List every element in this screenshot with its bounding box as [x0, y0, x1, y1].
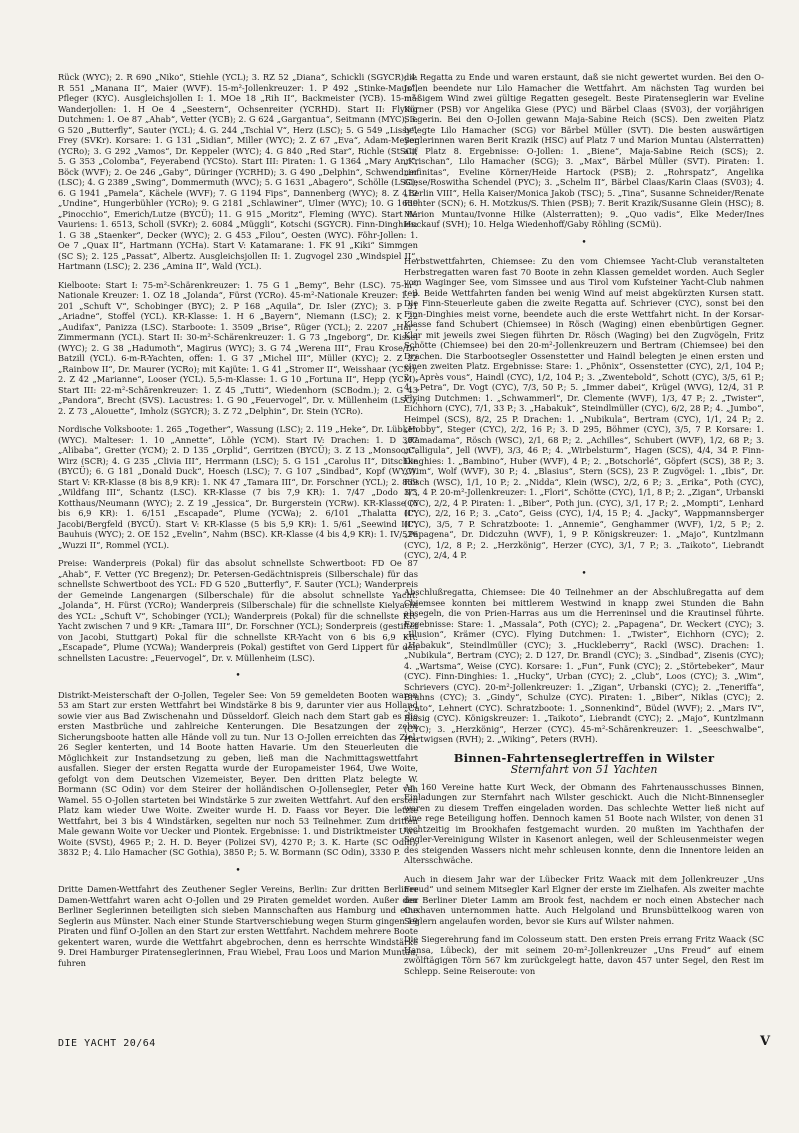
- section-separator: •: [581, 568, 587, 579]
- kielboote-paragraph: Kielboote: Start I: 75-m²-Schärenkreuzer: 1. 75 G 1 „Bemy“, Behr (LSC). 75-m²-Nationale Kreuzer: 1. OZ 18 „Jolanda“, Fürst (YCRo). 45-m²-Nationale Kreuzer: 1. P 201 „Schuft V“, Schobinger (BYC); 2. P 168 „Aquila“, Dr. Isler (ZYC); 3. P 31 „Ariadne“, Stoffel (YCL). KR-Klasse: 1. H 6 „Bayern“, Niemann (LSC); 2. K 22 „Audifax“, Panizza (LSC). Starboote: 1. 3509 „Brise“, Rüger (YCL); 2. 2207 „Hai“, Zimmermann (YCL). Start II: 30-m²-Schärenkreuzer: 1. G 73 „Ingeborg“, Dr. Kissel (WYC); 2. G 38 „Hadumoth“, Magirus (WYC); 3. G 74 „Werena III“, Frau Krose/Dr. Batzill (YCL). 6-m-R-Yachten, offen: 1. G 37 „Michel III“, Müller (KYC); 2. Z 22 „Rainbow II“, Dr. Maurer (YCRo); mit Kajüte: 1. G 41 „Stromer II“, Weisshaar (YCM); 2. Z 42 „Marianne“, Looser (YCL). 5,5-m-Klasse: 1. G 10 „Fortuna II“, Hepp (YCM). Start III: 22-m²-Schärenkreuzer: 1. Z 45 „Tutti“, Wiedenhorn (SCBodm.); 2. G 43 „Pandora“, Brecht (SVS). Lacustres: 1. G 90 „Feuervogel“, Dr. v. Müllenheim (LSC); 2. Z 73 „Alouette“, Imholz (SGYCR); 3. Z 72 „Delphin“, Dr. Stein (YCRo).: [58, 279, 418, 416]
- article-headline: Binnen-Fahrtenseglertreffen in Wilster: [453, 750, 715, 765]
- damen-wettfahrt-article: Dritte Damen-Wettfahrt des Zeuthener Segler Vereins, Berlin: Zur dritten Berliner Damen-Wettfahrt waren acht O-Jollen und 29 Piraten gemeldet worden. Außer den Berliner Seglerinnen beteiligten sich sieben Mannschaften aus Hamburg und eine Seglerin aus Münster. Nach einer Stunde Startverschiebung wegen Sturm gingen 19 Piraten und fünf O-Jollen an den Start zur ersten Wettfahrt. Nachdem mehrere Boote gekentert waren, wurde die Wettfahrt abgebrochen, denn es herrschte Windstärke 9. Drei Hamburger Piratenseglerinnen, Frau Wiebel, Frau Loos und Marion Muntau, fuhren: [58, 884, 418, 968]
- right-column: [404, 72, 764, 984]
- wilster-paragraph-2: Auch in diesem Jahr war der Lübecker Fritz Waack mit dem Jollenkreuzer „Uns Freud“ und seinem Mitsegler Karl Elgner der erste im Zielhafen. Als zweiter machte der Berliner Dieter Lamm am Brook fest, nachdem er noch einen Abstecher nach Cuxhaven unternommen hatte. Auch Helgoland und Brunsbüttelkoog waren von Seglern angelaufen worden, bevor sie Kurs auf Wilster nahmen.: [404, 873, 764, 926]
- ojollen-article: Distrikt-Meisterschaft der O-Jollen, Tegeler See: Von 59 gemeldeten Booten waren 53 am Start zur ersten Wettfahrt bei Windstärke 8 bis 9, darunter vier aus Holland sowie vier aus Bad Zwischenahn und Düsseldorf. Gleich nach dem Start gab es die ersten Mastbrüche und zahlreiche Kenterungen. Die Besatzungen der zehn Sicherungsboote hatten alle Hände voll zu tun. Nur 13 O-Jollen erreichten das Ziel. 26 Segler kenterten, und 14 Boote hatten Havarie. Um den Steuerleuten die Möglichkeit zur Instandsetzung zu geben, ließ man die Nachmittagswettfahrt ausfallen. Sieger der ersten Regatta wurde der Europameister 1964, Uwe Woite, gefolgt von dem Deutschen Vizemeister, Beyer. Den dritten Platz belegte W. Bormann (SC Odin) vor dem Steirer der holländischen O-Jollensegler, Peter van Wamel. 55 O-Jollen starteten bei Windstärke 5 zur zweiten Wettfahrt. Auf den ersten Platz kam wieder Uwe Woite. Zweiter wurde H. D. Faass vor Beyer. Die letzte Wettfahrt, bei 3 bis 4 Windstärken, segelten nur noch 53 Teilnehmer. Zum dritten Male gewann Woite vor Uecker und Piontek. Ergebnisse: 1. und Distriktmeister Uwe Woite (SVSt), 4965 P.; 2. H. D. Beyer (Polizei SV), 4270 P.; 3. K. Harte (SC Odin), 3832 P.; 4. Lilo Hamacher (SC Gothia), 3850 P.; 5. W. Bormann (SC Odin), 3330 P.: [58, 689, 418, 857]
- wilster-paragraph-3: Die Siegerehrung fand im Colosseum statt. Den ersten Preis errang Fritz Waack (SC Hansa, Lübeck), der mit seinem 20-m²-Jollenkreuzer „Uns Freud“ auf einem zwölftägigen Törn 567 km zurückgelegt hatte, davon 457 unter Segel, den Rest im Schlepp. Seine Reiseroute: von: [404, 934, 764, 976]
- abschlussregatta-article: Abschlußregatta, Chiemsee: Die 40 Teilnehmer an der Abschlußregatta auf dem Chiemsee konnten bei mittlerem Westwind in knapp zwei Stunden die Bahn absegeln, die von Prien-Harras aus um die Herreninsel und die Krautinsel führte. Ergebnisse: Stare: 1. „Massala“, Poth (CYC); 2. „Papagena“, Dr. Weckert (CYC); 3. „Illusion“, Krämer (CYC). Flying Dutchmen: 1. „Twister“, Eichhorn (CYC); 2. „Habakuk“, Steindlmüller (CYC); 3. „Huckleberry“, Rackl (WSC). Drachen: 1. „Nubikula“, Bertram (CYC); 2. D 127, Dr. Brandl (CYC); 3. „Sindbad“, Zisenis (CYC); 4. „Wartsma“, Weise (CYC). Korsare: 1. „Fun“, Funk (CYC); 2. „Störtebeker“, Maur (CYC). Finn-Dinghies: 1. „Hucky“, Urban (CYC); 2. „Club“, Loos (CYC); 3. „Wim“, Schrievers (CYC). 20-m²-Jollenkreuzer: 1. „Zigan“, Urbanski (CYC); 2. „Teneriffa“, Bruhns (CYC); 3. „Gindy“, Schulze (CYC). Piraten: 1. „Biber“, Niklas (CYC); 2. „Cato“, Lehnert (CYC). Schratzboote: 1. „Sonnenkind“, Büdel (WVF); 2. „Mars IV“, Blasig (CYC). Königskreuzer: 1. „Taikoto“, Liebrandt (CYC); 2. „Majo“, Kuntzlmann (CYC); 3. „Herzkönig“, Herzer (CYC). 45-m²-Schärenkreuzer: 1. „Seeschwalbe“, Hartwigsen (RVH); 2. „Wiking“, Peters (RVH).: [404, 587, 764, 744]
- volksboote-paragraph: Nordische Volksboote: 1. 265 „Together“, Wassung (LSC); 2. 119 „Heke“, Dr. Lübken (WYC). Malteser: 1. 10 „Annette“, Löhle (YCM). Start IV: Drachen: 1. D 307 „Alibaba“, Gretter (YCM); 2. D 135 „Orplid“, Gerritzen (BYCÜ); 3. Z 13 „Monsoon“, Wirz (SCR); 4. G 235 „Clivia III“, Herrmann (LSC); 5. G 151 „Carolus II“, Ditschke (BYCÜ); 6. G 181 „Donald Duck“, Hoesch (LSC); 7. G 107 „Sindbad“, Kopf (WYC). Start V: KR-Klasse (8 bis 8,9 KR): 1. NK 47 „Tamara III“, Dr. Forschner (YCL); 2. 839 „Wildfang III“, Schantz (LSC). KR-Klasse (7 bis 7,9 KR): 1. 7/47 „Dodo II“, Kotthaus/Neumann (WYC); 2. Z 19 „Jessica“, Dr. Burgerstein (YCRw). KR-Klasse (6 bis 6,9 KR): 1. 6/151 „Escapade“, Plume (YCWa); 2. 6/101 „Thalatta II“, Jacobi/Bergfeld (BYCÜ). Start V: KR-Klasse (5 bis 5,9 KR): 1. 5/61 „Seewind III“, Bauhuis (WYC); 2. OE 152 „Evelin“, Nahm (BSC). KR-Klasse (4 bis 4,9 KR): 1. IV/526 „Wuzzi II“, Rommel (YCL).: [58, 424, 418, 550]
- section-separator: •: [581, 237, 587, 248]
- preise-paragraph: Preise: Wanderpreis (Pokal) für das absolut schnellste Schwertboot: FD Oe 87 „Ahab“, F. Vetter (YC Bregenz); Dr. Petersen-Gedächtnispreis (Silberschale) für das schnellste Schwertboot des YCL: FD G 520 „Butterfly“, F. Sauter (YCL); Wanderpreis der Gemeinde Langenargen (Silberschale) für die absolut schnellste Yacht: „Jolanda“, H. Fürst (YCRo); Wanderpreis (Silberschale) für die schnellste Kielyacht des YCL: „Schuft V“, Schobinger (YCL); Wanderpreis (Pokal) für die schnellste KR-Yacht zwischen 7 und 9 KR: „Tamara III“, Dr. Forschner (YCL); Sonderpreis (gestiftet von Jacobi, Stuttgart) Pokal für die schnellste KR-Yacht von 6 bis 6,9 KR: „Escapade“, Plume (YCWa); Wanderpreis (Pokal) gestiftet von Gerd Lippert für den schnellsten Lacustre: „Feuervogel“, Dr. v. Müllenheim (LSC).: [58, 558, 418, 663]
- damen-continued-paragraph: die Regatta zu Ende und waren erstaunt, daß sie nicht gewertet wurden. Bei den O-Jollen beendete nur Lilo Hamacher die Wettfahrt. Am nächsten Tag wurden bei mäßigem Wind zwei gültige Regatten gesegelt. Beste Piratenseglerin war Eveline Körner (PSB) vor Angelika Giese (PYC) und Bärbel Claas (SV03), der vorjährigen Siegerin. Bei den O-Jollen gewann Maja-Sabine Reich (SCS). Den zweiten Platz belegte Lilo Hamacher (SCG) vor Bärbel Müller (SVT). Die besten auswärtigen Seglerinnen waren Berit Krazik (HSC) auf Platz 7 und Marion Muntau (Alsterratten) auf Platz 8. Ergebnisse: O-Jollen: 1. „Biene“, Maja-Sabine Reich (SCS); 2. „Krischan“, Lilo Hamacher (SCG); 3. „Max“, Bärbel Müller (SVT). Piraten: 1. „infinitas“, Eveline Körner/Heide Hartock (PSB); 2. „Rohrspatz“, Angelika Giese/Roswitha Schendel (PYC); 3. „Schelm II“, Bärbel Claas/Karin Claas (SV03); 4. „Berlin VIII“, Hella Kaiser/Monica Jakob (TSC); 5. „Tina“, Susanne Schneider/Renate Richter (SCN); 6. H. Motzkus/S. Thien (PSB); 7. Berit Krazik/Susanne Glein (HSC); 8. Marion Muntau/Ivonne Hilke (Alsterratten); 9. „Quo vadis“, Elke Meder/Ines Huckauf (SVH); 10. Helga Wiedenhoff/Gaby Röhling (SCMü).: [404, 72, 764, 229]
- results-paragraph: Rück (WYC); 2. R 690 „Niko“, Stiehle (YCL); 3. RZ 52 „Diana“, Schickli (SGYCR); 4. R 551 „Manana II“, Maier (WVF). 15-m²-Jollenkreuzer: 1. P 492 „Stinke-Maus“, Pfleger (KYC). Ausgleichsjollen I: 1. MOe 18 „Rih II“, Backmeister (YCB). 15-m²-Wanderjollen: 1. H Oe 4 „Seestern“, Ochsenreiter (YCRHD). Start II: Flying Dutchmen: 1. Oe 87 „Ahab“, Vetter (YCB); 2. G 624 „Gargantua“, Seitmann (MYC); 3. G 520 „Butterfly“, Sauter (YCL); 4. G. 244 „Tschial V“, Herz (LSC); 5. G 549 „Lissy“, Frey (SVKr). Korsare: 1. G 131 „Sidian“, Miller (WYC); 2. Z 67 „Eva“, Adam-Meyer (YCRo); 3. G 292 „Vamos“, Dr. Keppeler (WYC); 4. G 840 „Red Star“, Richle (StSC); 5. G 353 „Colomba“, Feyerabend (YCSto). Start III: Piraten: 1. G 1364 „Mary Ann“, Böck (WVF); 2. Oe 246 „Gaby“, Düringer (YCRHD); 3. G 490 „Delphin“, Schwendner (LSC); 4. G 2389 „Swing“, Dommermuth (WVC); 5. G 1631 „Abagero“, Schölle (LSC); 6. G 1941 „Pamela“, Kächele (WVF); 7. G 1194 Fips“, Dannenberg (WYC); 8. Z 412 „Undine“, Hungerbühler (YCRo); 9. G 2181 „Schlawiner“, Ulmer (WYC); 10. G 1639 „Pinocchio“, Emerich/Lutze (BYCÜ); 11. G 915 „Moritz“, Fleming (WYC). Start IV: Vauriens: 1. 6513, Scholl (SVKr); 2. 6084 „Müggli“, Kotschi (SGYCR). Finn-Dinghies: 1. G 38 „Staenker“, Decker (WYC); 2. G 453 „Filou“, Oesten (WYC). Föhr-Jollen: 1. Oe 7 „Quax II“, Hartmann (YCHa). Start V: Katamarane: 1. FK 91 „Kiki“ Simmgen (SC S); 2. 125 „Passat“, Albertz. Ausgleichsjollen II: 1. Zugvogel 230 „Windspiel II“, Hartmann (LSC); 2. 236 „Amina II“, Wald (YCL).: [58, 72, 418, 271]
- wilster-paragraph-1: An 160 Vereine hatte Kurt Weck, der Obmann des Fahrtenausschusses Binnen, Einladungen zur Sternfahrt nach Wilster geschickt. Auch die Nicht-Binnensegler waren zu diesem Treffen eingeladen worden. Das schlechte Wetter ließ nicht auf eine rege Beteiligung hoffen. Dennoch kamen 51 Boote nach Wilster, von denen 31 rechtzeitig im Brookhafen festgemacht wurden. 20 mußten im Yachthafen der Segler-Vereinigung Wilster in Kasenort anlegen, weil der Schleusenmeister wegen des steigenden Wassers nicht mehr schleusen konnte, denn die Innentore leiden an Altersschwäche.: [404, 781, 764, 865]
- footer-page-number: V: [760, 1034, 771, 1049]
- section-separator: •: [235, 671, 241, 681]
- section-separator: •: [235, 865, 241, 876]
- herbstwettfahrten-article: Herbstwettfahrten, Chiemsee: Zu den vom Chiemsee Yacht-Club veranstalteten Herbstregatten waren fast 70 Boote in zehn Klassen gemeldet worden. Auch Segler vom Waginger See, vom Simssee und aus Tirol vom Kufsteiner Yacht-Club nahmen teil. Beide Wettfahrten fanden bei wenig Wind auf meist abgekürzten Kursen statt. Die Finn-Steuerleute gaben die zweite Regatta auf. Schriever (CYC), sonst bei den Finn-Dinghies meist vorne, beendete auch die erste Wettfahrt nicht. In der Korsar-Klasse fand Schubert (Chiemsee) in Rösch (Waging) einen ebenbürtigen Gegner. Klar mit jeweils zwei Siegen führten Dr. Rösch (Waging) bei den Zugvögeln, Fritz Schötte (Chiemsee) bei den 20-m²-Jollenkreuzern und Bertram (Chiemsee) bei den Drachen. Die Starbootsegler Ossenstetter und Haindl belegten je einen ersten und einen zweiten Platz. Ergebnisse: Stare: 1. „Phönix“, Ossenstetter (CYC), 2/1, 104 P.; 2. „Après vous“, Haindl (CYC), 1/2, 104 P.; 3. „Zwentebold“, Schott (CYC), 3/5, 61 P.; 4. „Petra“, Dr. Vogt (CYC), 7/3, 50 P.; 5. „Immer dabei“, Krügel (WVG), 12/4, 31 P. Flying Dutchmen: 1. „Schwammerl“, Dr. Clemente (WVF), 1/3, 47 P.; 2. „Twister“, Eichhorn (CYC), 7/1, 33 P.; 3. „Habakuk“, Steindlmüller (CYC), 6/2, 28 P.; 4. „Jumbo“, Heimpel (SCS), 8/2, 25 P. Drachen: 1. „Nubikula“, Bertram (CYC), 1/1, 24 P.; 2. „Hobby“, Steger (CYC), 2/2, 16 P.; 3. D 295, Böhmer (CYC), 3/5, 7 P. Korsare: 1. „Ramadama“, Rösch (WSC), 2/1, 68 P.; 2. „Achilles“, Schubert (WVF), 1/2, 68 P.; 3. „Calligula“, Jell (WVF), 3/3, 46 P.; 4. „Wirbelsturm“, Hagen (SCS), 4/4, 34 P. Finn-Dinghies: 1. „Bambino“, Huber (WVF), 4 P.; 2. „Botschorlé“, Göpfert (SCS), 38 P.; 3. „Wim“, Wolf (WVF), 30 P.; 4. „Blasius“, Stern (SCS), 23 P. Zugvögel: 1. „Ibis“, Dr. Rösch (WSC), 1/1, 10 P.; 2. „Nidda“, Klein (WSC), 2/2, 6 P.; 3. „Erika“, Poth (CYC), 3/3, 4 P. 20-m²-Jollenkreuzer: 1. „Flori“, Schötte (CYC), 1/1, 8 P.; 2. „Zigan“, Urbanski (CYC), 2/2, 4 P. Piraten: 1. „Biber“, Poth jun. (CYC), 3/1, 17 P.; 2. „Mompti“, Lenhard (CYC), 2/2, 16 P.; 3. „Cato“, Geiss (CYC), 1/4, 15 P.; 4. „Jacky“, Wappmannsberger (CYC), 3/5, 7 P. Schratzboote: 1. „Annemie“, Genghammer (WVF), 1/2, 5 P.; 2. „Papagena“, Dr. Didczuhn (WVF), 1, 9 P. Königskreuzer: 1. „Majo“, Kuntzlmann (CYC), 1/2, 8 P.; 2. „Herzkönig“, Herzer (CYC), 3/1, 7 P.; 3. „Taikoto“, Liebrandt (CYC), 2/4, 4 P.: [404, 256, 764, 560]
- footer-magazine-issue: DIE YACHT 20/64: [58, 1038, 156, 1049]
- left-column: [58, 72, 418, 976]
- article-subheadline: Sternfahrt von 51 Yachten: [510, 763, 658, 776]
